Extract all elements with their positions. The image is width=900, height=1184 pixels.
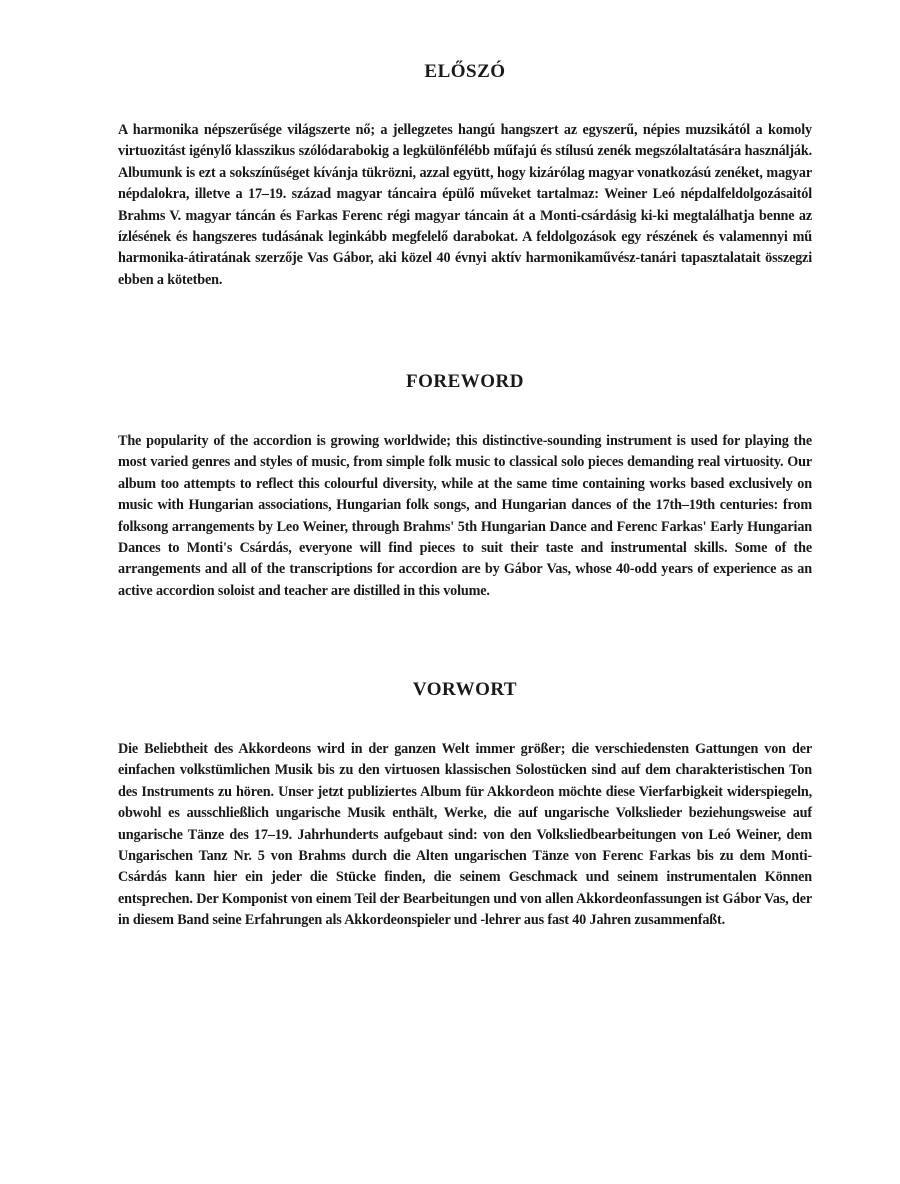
paragraph-german: Die Beliebtheit des Akkordeons wird in der ganzen Welt immer größer; die verschiedensten Gattungen von der einfachen volkstümlichen Musik bis zu den virtuosen klassischen Solostücken sind auf dem charakteristischen Ton des Instruments zu hören. Unser jetzt publiziertes Album für Akkordeon möchte diese Vierfarbigkeit widerspiegeln, obwohl es ausschließlich ungarische Musik enthält, Werke, die auf ungarische Volkslieder beziehungsweise auf ungarische Tänze des 17–19. Jahrhunderts aufgebaut sind: von den Volksliedbearbeitungen von Leó Weiner, dem Ungarischen Tanz Nr. 5 von Brahms durch die Alten ungarischen Tänze von Ferenc Farkas bis zu dem Monti-Csárdás kann hier ein jeder die Stücke finden, die seinem Geschmack und seinem instrumentalen Können entsprechen. Der Komponist von einem Teil der Bearbeitungen und von allen Akkordeonfassungen ist Gábor Vas, der in diesem Band seine Erfahrungen als Akkordeonspieler und -lehrer aus fast 40 Jahren zusammenfaßt.: [118, 741, 812, 929]
paragraph-hungarian: A harmonika népszerűsége világszerte nő; a jellegzetes hangú hangszert az egyszerű, népies muzsikától a komoly virtuozitást igénylő klasszikus szólódarabokig a legkülönfélébb műfajú és stílusú zenék megszólaltatására használják. Albumunk is ezt a sokszínűséget kívánja tükrözni, azzal együtt, hogy kizárólag magyar vonatkozású zenéket, magyar népdalokra, illetve a 17–19. század magyar táncaira épülő műveket tartalmaz: Weiner Leó népdalfeldolgozásaitól Brahms V. magyar táncán és Farkas Ferenc régi magyar táncain át a Monti-csárdásig ki-ki megtalálhatja benne az ízlésének és hangszeres tudásának leginkább megfelelő darabokat. A feldolgozások egy részének és valamennyi mű harmonika-átiratának szerzője Vas Gábor, aki közel 40 évnyi aktív harmonikaművész-tanári tapasztalatait összegzi ebben a kötetben.: [118, 122, 812, 288]
heading-vorwort: VORWORT: [412, 679, 518, 700]
paragraph-english: The popularity of the accordion is growing worldwide; this distinctive-sounding instrument is used for playing the most varied genres and styles of music, from simple folk music to classical solo pieces demanding real virtuosity. Our album too attempts to reflect this colourful diversity, while at the same time containing works based exclusively on music with Hungarian associations, Hungarian folk songs, and Hungarian dances of the 17th–19th centuries: from folksong arrangements by Leo Weiner, through Brahms' 5th Hungarian Dance and Ferenc Farkas' Early Hungarian Dances to Monti's Csárdás, everyone will find pieces to suit their taste and instrumental skills. Some of the arrangements and all of the transcriptions for accordion are by Gábor Vas, whose 40-odd years of experience as an active accordion soloist and teacher are distilled in this volume.: [118, 433, 812, 599]
section-english: [118, 370, 812, 602]
heading-eloszo: ELŐSZÓ: [424, 61, 506, 82]
heading-foreword: FOREWORD: [406, 371, 524, 392]
section-hungarian: [118, 60, 812, 291]
section-german: [118, 678, 812, 932]
